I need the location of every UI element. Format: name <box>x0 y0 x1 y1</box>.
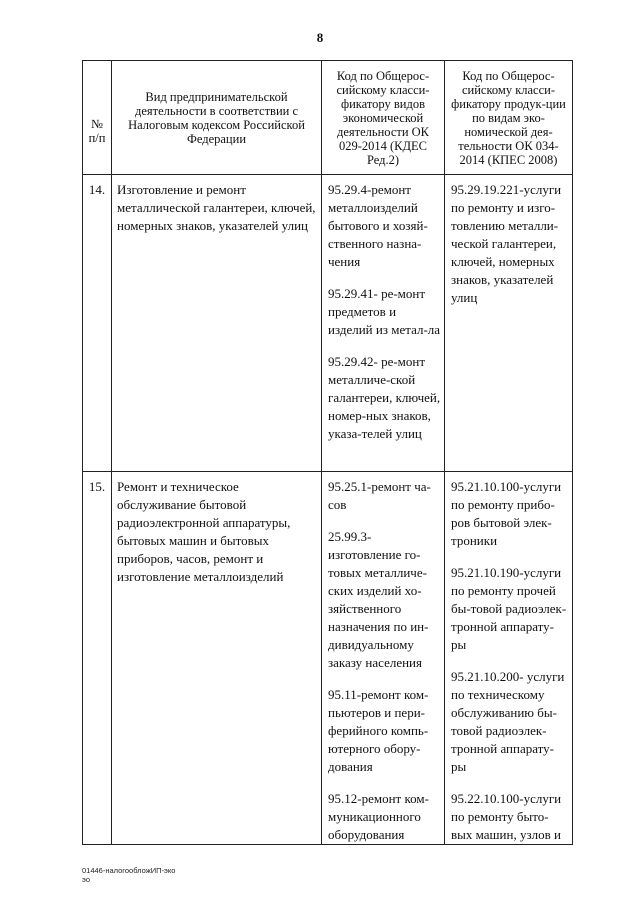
okpd-code: 95.22.10.100-услуги по ремонту быто-вых машин, узлов и <box>451 791 562 842</box>
okved-code: 95.25.1-ремонт ча-сов <box>328 479 431 512</box>
row-number: 15. <box>83 472 112 845</box>
header-row <box>83 61 573 175</box>
okved-code: 95.29.41- ре-монт предметов и изделий из метал-ла <box>328 286 441 337</box>
okpd-code: 95.21.10.100-услуги по ремонту прибо-ров бытовой элек-троники <box>451 479 562 548</box>
activity-kind: Изготовление и ремонт металлической галантереи, ключей, номерных знаков, указателей улиц <box>112 175 322 472</box>
row-number: 14. <box>83 175 112 472</box>
header-okved-text: Код по Общерос-сийскому класси-фикатору видов экономической деятельности ОК 029-2014 (КДЕС Ред.2) <box>336 68 430 167</box>
activity-kind: Ремонт и техническое обслуживание бытовой радиоэлектронной аппаратуры, бытовых машин и бытовых приборов, часов, ремонт и изготовление металлоизделий <box>112 472 322 845</box>
footer-file-id: 01446-налогообложИП-эко эо <box>82 866 176 884</box>
okpd-codes <box>445 175 573 472</box>
table-row <box>83 175 573 472</box>
header-num <box>83 61 112 175</box>
okpd-codes <box>445 472 573 845</box>
header-num-text: № п/п <box>88 116 106 145</box>
okpd-code: 95.21.10.200- услуги по техническому обслуживанию бы-товой радиоэлек-тронной аппарату-ры <box>451 669 565 774</box>
page-number: 8 <box>316 30 324 45</box>
table-row <box>83 472 573 845</box>
activity-table <box>82 60 573 845</box>
header-okpd <box>445 61 573 175</box>
header-okpd-text: Код по Общерос-сийскому класси-фикатору продук-ции по видам эко-номической дея-тельности ОК 034-2014 (КПЕС 2008) <box>451 68 566 167</box>
header-kind <box>112 61 322 175</box>
okved-code: 95.29.42- ре-монт металличе-ской галантереи, ключей, номер-ных знаков, указа-телей улиц <box>328 354 441 441</box>
header-okved <box>322 61 445 175</box>
header-kind-text: Вид предпринимательской деятельности в соответствии с Налоговым кодексом Российской Федерации <box>128 89 305 146</box>
okved-code: 25.99.3-изготовление го-товых металличе-ских изделий хо-зяйственного назначения по ин-дивидуальному заказу населения <box>328 529 429 670</box>
okpd-code: 95.29.19.221-услуги по ремонту и изго-товлению металли-ческой галантереи, ключей, номерных знаков, указателей улиц <box>451 182 562 305</box>
okved-codes <box>322 175 445 472</box>
okved-code: 95.11-ремонт ком-пьютеров и пери-ферийного компь-ютерного обору-дования <box>328 687 429 774</box>
okved-codes <box>322 472 445 845</box>
okved-code: 95.29.4-ремонт металлоизделий бытового и хозяй-ственного назна-чения <box>328 182 428 269</box>
okpd-code: 95.21.10.190-услуги по ремонту прочей бы-товой радиоэлек-тронной аппарату-ры <box>451 565 567 652</box>
okved-code: 95.12-ремонт ком-муникационного оборудования <box>328 791 429 842</box>
